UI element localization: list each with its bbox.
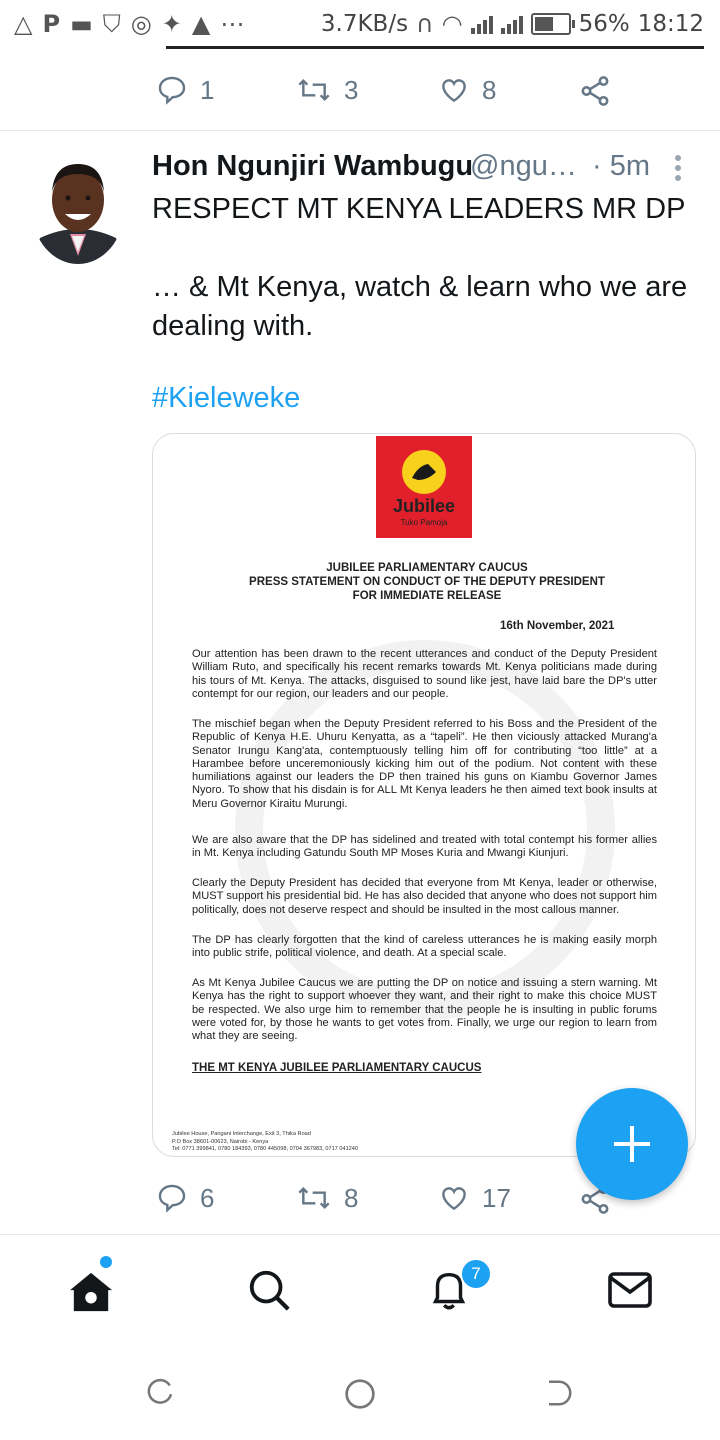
messages-icon[interactable] bbox=[606, 1269, 654, 1316]
jubilee-logo bbox=[376, 436, 472, 538]
avatar[interactable] bbox=[32, 156, 124, 264]
author-handle[interactable]: @ngu… bbox=[470, 150, 577, 182]
bottom-nav bbox=[0, 1234, 720, 1345]
tweet-text-line2: … & Mt Kenya, watch & learn who we are dealing with. bbox=[152, 271, 688, 342]
system-nav-bar bbox=[0, 1344, 720, 1440]
p-icon: P bbox=[42, 10, 61, 38]
status-bar bbox=[0, 0, 720, 48]
like-button[interactable] bbox=[438, 1182, 511, 1214]
triangle-warning-icon: △ bbox=[14, 10, 33, 38]
retweet-button[interactable] bbox=[296, 74, 358, 106]
recents-icon[interactable] bbox=[146, 1378, 176, 1413]
reply-button[interactable] bbox=[156, 74, 214, 106]
net-speed: 3.7KB/s bbox=[320, 11, 409, 37]
clock: 18:12 bbox=[637, 11, 704, 37]
signal-icon-2 bbox=[501, 14, 523, 34]
headphones-icon: ∩ bbox=[416, 10, 434, 38]
tweet-text bbox=[152, 190, 700, 346]
doc-footer bbox=[172, 1131, 358, 1154]
heart-icon bbox=[438, 1182, 470, 1214]
doc-paragraph: We are also aware that the DP has sidelined and treated with total contempt his former allies in Mt. Kenya including Gatundu South MP Moses Kuria and Mwangi Kiunjuri. bbox=[192, 834, 657, 860]
doc-paragraph: The mischief began when the Deputy President referred to his Boss and the President of the Republic of Kenya H.E. Uhuru Kenyatta, as a “tapeli”. He then viciously attacked Murang'a Senator Irungu Kang'ata, contemptuously telling him off for contributing “too little” at a Harambee before unceremoniously kicking him out of the podium. Not content with these humiliations against our leaders the DP then trained his guns on Kiambu Governor James Nyoro. To show that his disdain is for ALL Mt Kenya leaders he then aimed text book insults at Meru Governor Kiraitu Murungi. bbox=[192, 718, 657, 810]
compose-tweet-button[interactable] bbox=[576, 1088, 688, 1200]
footer-line: P.O Box 38601-00623, Nairobi - Kenya bbox=[172, 1138, 269, 1145]
like-button[interactable] bbox=[438, 74, 496, 106]
previous-media-edge bbox=[166, 46, 704, 49]
tweet-time: · 5m bbox=[592, 150, 650, 182]
doc-date: 16th November, 2021 bbox=[500, 620, 615, 632]
wifi-icon: ◠ bbox=[441, 10, 463, 38]
home-new-dot bbox=[100, 1256, 112, 1268]
footer-line: Tel: 0771 399841, 0780 184393, 0780 445098, 0704 367983, 0717 041240 bbox=[172, 1146, 359, 1152]
search-icon[interactable] bbox=[246, 1267, 292, 1318]
more-icon: ⋯ bbox=[220, 10, 245, 38]
heart-icon bbox=[438, 74, 470, 106]
status-right bbox=[321, 8, 704, 40]
doc-paragraph: Our attention has been drawn to the recent utterances and conduct of the Deputy President William Ruto, and specifically his recent remarks towards Mt. Kenya politicians made during his tours of Mt. Kenya. The attacks, disguised to sound like jest, have laid bare the DP's utter contempt for our region, our leaders and our people. bbox=[192, 648, 657, 700]
status-left-icons bbox=[14, 8, 244, 40]
logo-text: Jubilee bbox=[392, 496, 456, 516]
logo-subtext: Tuko Pamoja bbox=[400, 518, 448, 527]
reply-icon bbox=[156, 74, 188, 106]
retweet-count: 3 bbox=[344, 74, 359, 105]
retweet-button[interactable] bbox=[296, 1182, 358, 1214]
signal-icon bbox=[471, 14, 493, 34]
chrome-icon: ◎ bbox=[130, 10, 152, 38]
like-count: 17 bbox=[482, 1182, 511, 1213]
reply-count: 1 bbox=[200, 74, 215, 105]
hashtag-link[interactable]: #Kieleweke bbox=[152, 382, 301, 414]
doc-paragraph: Clearly the Deputy President has decided that everyone from Mt Kenya, leader or otherwise, MUST support his presidential bid. He has also decided that anyone who does not support him politically, does not deserve respect and should be insulted in the most callous manner. bbox=[192, 877, 657, 916]
doc-heading-1: JUBILEE PARLIAMENTARY CAUCUS bbox=[326, 562, 528, 574]
retweet-count: 8 bbox=[344, 1182, 359, 1213]
twitter-icon: ✦ bbox=[161, 10, 182, 38]
notifications-badge: 7 bbox=[460, 1258, 492, 1290]
message-icon: ▬ bbox=[70, 10, 93, 38]
share-icon bbox=[578, 74, 612, 108]
footer-line: Jubilee House, Pangani Interchange, Exit 3, Thika Road bbox=[172, 1131, 311, 1137]
reply-count: 6 bbox=[200, 1182, 215, 1213]
like-count: 8 bbox=[482, 74, 497, 105]
battery-icon bbox=[531, 13, 571, 35]
battery-percent: 56% bbox=[578, 11, 630, 37]
reply-button[interactable] bbox=[156, 1182, 214, 1214]
retweet-icon bbox=[296, 1182, 332, 1214]
tweet-text-line1: RESPECT MT KENYA LEADERS MR DP bbox=[152, 193, 686, 225]
doc-paragraph: The DP has clearly forgotten that the kind of careless utterances he is making easily morph into public strife, political violence, and death. At a special scale. bbox=[192, 934, 657, 960]
doc-heading-3: FOR IMMEDIATE RELEASE bbox=[352, 590, 502, 602]
reply-icon bbox=[156, 1182, 188, 1214]
more-options-icon[interactable] bbox=[672, 152, 684, 184]
share-button[interactable] bbox=[578, 74, 612, 108]
tweet-divider bbox=[0, 130, 720, 131]
author-name[interactable]: Hon Ngunjiri Wambugu bbox=[152, 150, 474, 182]
retweet-icon bbox=[296, 74, 332, 106]
home-icon[interactable] bbox=[68, 1271, 114, 1318]
handshake-icon bbox=[402, 450, 446, 494]
doc-heading-2: PRESS STATEMENT ON CONDUCT OF THE DEPUTY PRESIDENT bbox=[249, 576, 605, 588]
home-circle-icon[interactable] bbox=[344, 1378, 376, 1415]
shirt-icon: ⛉ bbox=[102, 10, 121, 38]
back-icon[interactable] bbox=[544, 1378, 574, 1413]
alert-icon: ▲ bbox=[191, 10, 211, 38]
doc-paragraph: As Mt Kenya Jubilee Caucus we are putting the DP on notice and issuing a stern warning. Mt Kenya has the right to support whoever they want, and their right to make this choice MUST be respected. We also urge him to remember that the people he is insulting in public forums were voted for, by those he wants to get votes from. Finally, we urge our region to learn from what they are seeing. bbox=[192, 977, 657, 1043]
doc-signature: THE MT KENYA JUBILEE PARLIAMENTARY CAUCUS bbox=[192, 1062, 482, 1074]
